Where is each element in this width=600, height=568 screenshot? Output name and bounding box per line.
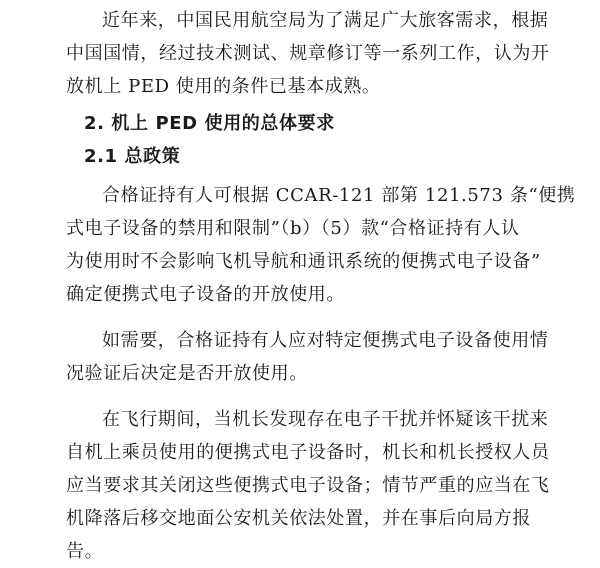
text-line: 自机上乘员使用的便携式电子设备时，机长和机长授权人员	[66, 442, 550, 463]
text-line: 告。	[66, 541, 104, 562]
text-line: 在飞行期间，当机长发现存在电子干扰并怀疑该干扰来	[102, 409, 549, 430]
paragraph-verification	[66, 324, 566, 390]
paragraph-interference	[66, 403, 566, 568]
text-line: 应当要求其关闭这些便携式电子设备；情节严重的应当在飞	[66, 475, 550, 496]
text-line: 近年来，中国民用航空局为了满足广大旅客需求，根据	[102, 10, 549, 31]
text-line: 况验证后决定是否开放使用。	[66, 363, 308, 384]
text-line: 中国国情，经过技术测试、规章修订等一系列工作，认为开	[66, 43, 550, 64]
paragraph-intro	[66, 4, 566, 103]
section-heading: 2. 机上 PED 使用的总体要求	[84, 113, 335, 134]
text-line: 确定便携式电子设备的开放使用。	[66, 284, 345, 305]
text-line: 放机上 PED 使用的条件已基本成熟。	[66, 76, 381, 97]
subsection-heading: 2.1 总政策	[84, 146, 181, 167]
text-line: 式电子设备的禁用和限制”（b）（5）款“合格证持有人认	[66, 218, 520, 239]
paragraph-policy	[66, 179, 576, 311]
text-line: 机降落后移交地面公安机关依法处置，并在事后向局方报	[66, 508, 531, 529]
text-line: 合格证持有人可根据 CCAR-121 部第 121.573 条“便携	[102, 185, 576, 206]
text-line: 如需要，合格证持有人应对特定便携式电子设备使用情	[102, 330, 549, 351]
text-line: 为使用时不会影响飞机导航和通讯系统的便携式电子设备”	[66, 251, 541, 272]
